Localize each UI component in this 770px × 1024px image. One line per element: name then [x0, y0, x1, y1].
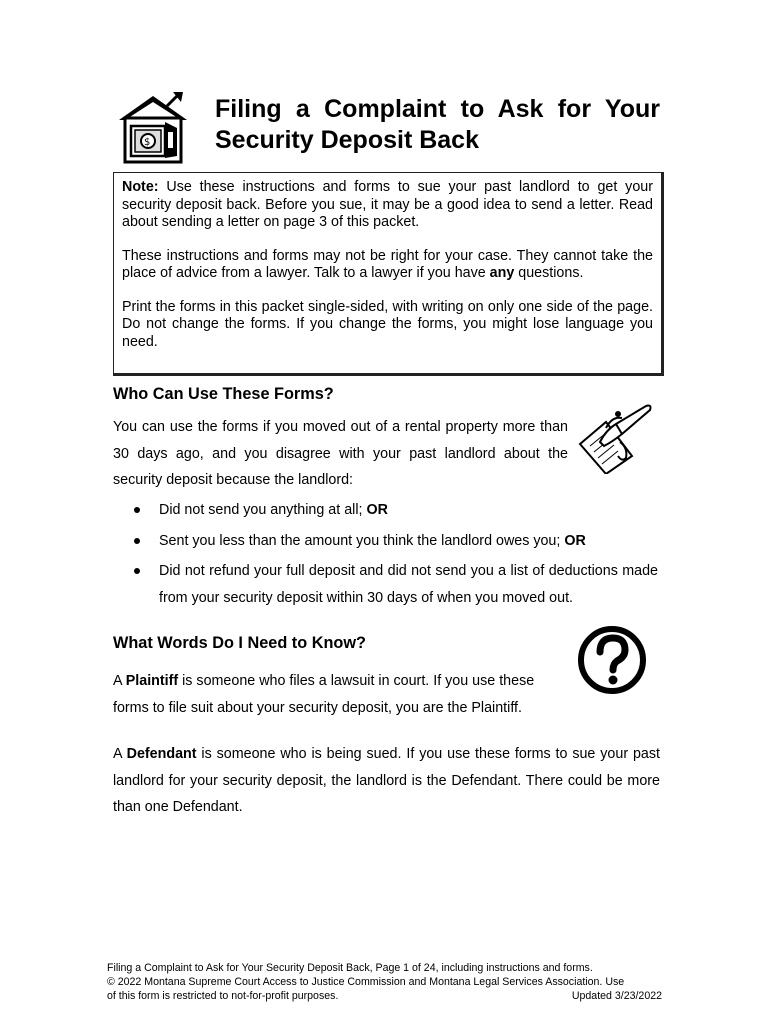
house-safe-icon [115, 92, 195, 164]
list-item-text: Sent you less than the amount you think the landlord owes you; [159, 532, 565, 549]
list-item-bold: OR [564, 532, 586, 549]
note-paragraph-3: Print the forms in this packet single-sided, with writing on only one side of the page. Do not change the forms. If you change the forms, you might lose language you need. [122, 298, 653, 350]
note-text-2b: questions. [514, 265, 584, 281]
svg-text:$: $ [144, 137, 151, 148]
note-text-1: Use these instructions and forms to sue your past landlord to get your security deposit back. Before you sue, it may be a good idea to send a letter. Read about sending a letter on page 3 of this packet. [122, 179, 653, 230]
question-mark-icon [576, 624, 648, 696]
title-line-1: Filing a Complaint to Ask for Your [215, 95, 660, 123]
defendant-prefix: A [113, 746, 127, 762]
note-label: Note: [122, 179, 159, 195]
list-item-text: Did not send you anything at all; [159, 502, 367, 518]
note-paragraph-1 [122, 179, 653, 232]
footer-line-3 [107, 989, 662, 1003]
list-item-bold: OR [366, 502, 388, 518]
note-paragraph-2 [122, 248, 653, 283]
defendant-text: is someone who is being sued. If you use these forms to sue your past landlord for your security deposit, the landlord is the Defendant. There could be more than one Defendant. [113, 746, 660, 815]
defendant-definition [113, 741, 660, 821]
footer-line-1: Filing a Complaint to Ask for Your Security Deposit Back, Page 1 of 24, including instructions and forms. [107, 962, 593, 974]
footer-line-2: © 2022 Montana Supreme Court Access to Justice Commission and Montana Legal Services Association. Use [107, 976, 625, 988]
plaintiff-definition [113, 668, 568, 721]
list-item [113, 497, 658, 524]
plaintiff-text: is someone who files a lawsuit in court. If you use these forms to file suit about your security deposit, you are the Plaintiff. [113, 673, 535, 716]
section-heading-who: Who Can Use These Forms? [113, 385, 334, 403]
list-item-text: Did not refund your full deposit and did not send you a list of deductions made from your security deposit within 30 days of when you moved out. [159, 563, 658, 606]
page-footer [107, 961, 662, 1003]
bullet-icon [134, 538, 140, 544]
note-text-2-bold: any [489, 265, 515, 281]
section-who-body: You can use the forms if you moved out of a rental property more than 30 days ago, and you disagree with your past landlord about the security deposit because the landlord: [113, 419, 568, 488]
plaintiff-prefix: A [113, 673, 126, 689]
footer-updated-date: Updated 3/23/2022 [571, 990, 662, 1002]
bullet-icon [134, 568, 140, 574]
list-item [113, 528, 658, 555]
page-title [215, 94, 660, 156]
note-box [113, 172, 664, 376]
note-text-2a: These instructions and forms may not be right for your case. They cannot take the place of advice from a lawyer. Talk to a lawyer if you have [122, 247, 653, 281]
bullet-icon [134, 507, 140, 513]
list-item [113, 558, 658, 611]
eligibility-list [113, 497, 658, 615]
title-line-2: Security Deposit Back [215, 126, 479, 154]
pen-writing-icon [576, 402, 656, 474]
plaintiff-term: Plaintiff [125, 673, 179, 689]
section-heading-words: What Words Do I Need to Know? [113, 634, 366, 652]
footer-restriction: of this form is restricted to not-for-profit purposes. [107, 990, 339, 1002]
defendant-term: Defendant [126, 746, 197, 762]
